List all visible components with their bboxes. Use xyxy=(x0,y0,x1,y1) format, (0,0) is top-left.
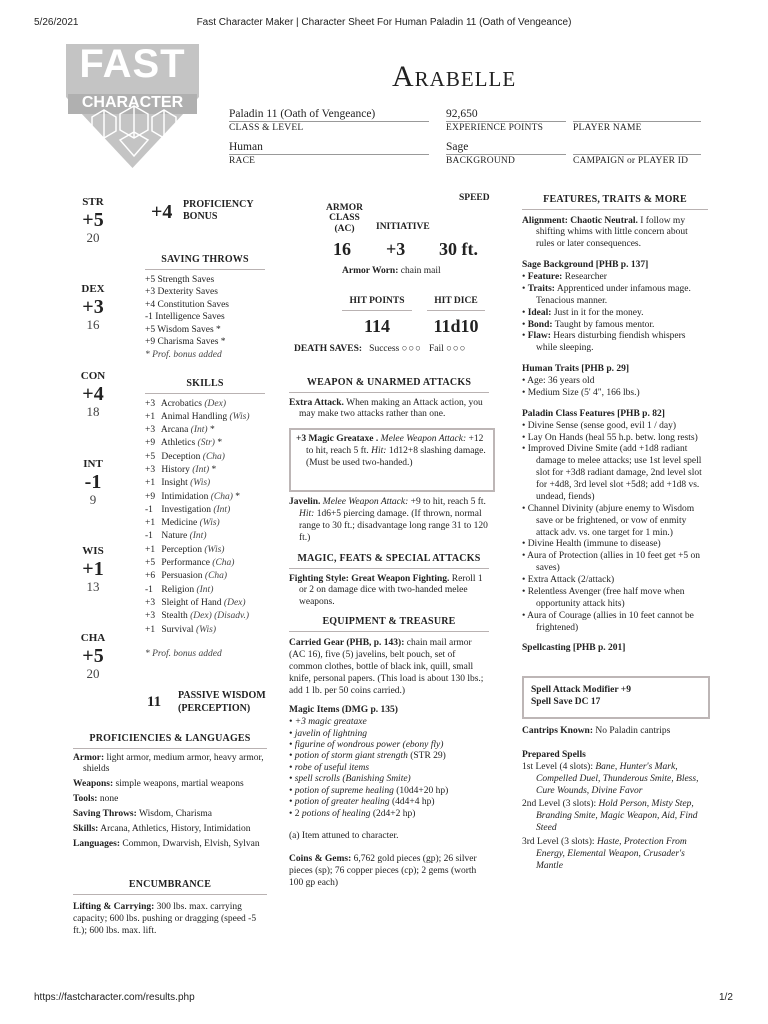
paladin-features-list xyxy=(522,421,708,635)
skill-name: Persuasion xyxy=(161,571,203,582)
skill-name: Stealth xyxy=(161,611,188,622)
passive-label-line2: (PERCEPTION) xyxy=(178,702,251,714)
javelin-to-hit: +9 to hit, reach 5 ft. xyxy=(410,497,486,507)
skill-row xyxy=(145,491,265,504)
ability-modifier: +4 xyxy=(82,382,104,405)
skill-row xyxy=(145,530,265,543)
saving-throws-section xyxy=(145,254,265,361)
alignment-key: Alignment: Chaotic Neutral. xyxy=(522,215,638,226)
sage-background-title: Sage Background [PHB p. 137] xyxy=(522,260,649,271)
logo-text-character: CHARACTER xyxy=(81,94,184,111)
javelin-attack-type: Melee Weapon Attack: xyxy=(322,497,409,507)
skill-ability: (Int) xyxy=(213,504,231,515)
proficiency-value: none xyxy=(99,794,119,805)
skill-ability: (Cha) xyxy=(212,558,235,569)
skill-value: +1 xyxy=(145,518,156,529)
skill-ability: (Int) xyxy=(190,425,208,436)
skill-row xyxy=(145,437,265,450)
skills-list xyxy=(145,398,265,637)
paladin-feature-item: • Improved Divine Smite (add +1d8 radiant damage to melee attacks; use 1st level spell slot for +3d8 radiant damage, 2nd level slot for +4d8, 3rd level slot +5d8; add +1d8 vs. undead, fiends) xyxy=(522,444,702,502)
skill-ability: (Wis) xyxy=(195,624,217,635)
skill-value: +6 xyxy=(145,571,156,582)
skill-ability: (Int) xyxy=(196,584,214,595)
ability-label: INT xyxy=(83,458,103,470)
magic-item-name: • potion of greater healing xyxy=(289,796,390,807)
prepared-spell-list: Bane, Hunter's Mark, Compelled Duel, Thunderous Smite, Bless, Cure Wounds, Divine Favor xyxy=(536,761,699,796)
magic-item-note: (2d4+2 hp) xyxy=(370,809,416,820)
magic-item-name: • spell scrolls (Banishing Smite) xyxy=(289,774,411,785)
armor-worn xyxy=(342,266,441,278)
ability-score: 20 xyxy=(86,229,100,245)
greataxe-to-hit: +12 to hit, reach 5 ft. xyxy=(306,434,484,456)
skill-ability: (Wis) xyxy=(204,544,225,555)
proficiency-label-line1: PROFICIENCY xyxy=(183,199,254,210)
skill-row xyxy=(145,584,265,597)
ac-label-line2: CLASS xyxy=(329,213,360,224)
skill-name: Arcana xyxy=(160,425,189,436)
skill-proficient-mark: * xyxy=(209,464,217,475)
sage-item-value: Just in it for the money. xyxy=(553,307,644,318)
skill-value: +1 xyxy=(145,411,156,422)
skill-ability: (Int) xyxy=(189,531,207,542)
skill-row xyxy=(145,610,265,623)
javelin-text xyxy=(289,497,489,545)
skill-ability: (Cha) xyxy=(210,491,233,502)
magic-item xyxy=(289,729,489,740)
saving-throws-title: SAVING THROWS xyxy=(145,254,265,270)
skills-title: SKILLS xyxy=(145,378,265,394)
magic-item-prefix: • 2 xyxy=(289,809,302,820)
passive-wisdom-value: 11 xyxy=(147,694,162,710)
magic-item xyxy=(289,797,489,808)
skill-value: +3 xyxy=(145,398,156,409)
skill-row xyxy=(145,570,265,583)
skill-ability: (Cha) xyxy=(202,451,225,462)
skill-value: +1 xyxy=(145,478,156,489)
ability-str xyxy=(68,196,118,246)
skill-value: +5 xyxy=(145,451,156,462)
proficiency-row xyxy=(73,753,267,777)
skill-ability: (Wis) xyxy=(199,518,220,529)
print-page-number: 1/2 xyxy=(719,992,733,1003)
greataxe-attack-type: Melee Weapon Attack: xyxy=(380,434,467,444)
skills-note: * Prof. bonus added xyxy=(145,648,222,659)
skill-name: Intimidation xyxy=(161,491,209,502)
armor-worn-key: Armor Worn: xyxy=(342,266,399,276)
cantrips-key: Cantrips Known: xyxy=(522,726,593,736)
sage-item-value: Researcher xyxy=(564,272,607,282)
greataxe-damage: 1d12+8 slashing damage. (Must be used two-handed.) xyxy=(306,445,486,468)
attuned-note: (a) Item attuned to character. xyxy=(289,830,399,841)
skill-row xyxy=(145,624,265,637)
skill-ability: (Str) xyxy=(197,438,215,449)
cantrips-value: No Paladin cantrips xyxy=(595,726,671,736)
skill-ability: (Wis) xyxy=(190,478,211,489)
proficiencies-title: PROFICIENCIES & LANGUAGES xyxy=(73,733,267,749)
magic-items-list xyxy=(289,717,489,808)
skill-name: Medicine xyxy=(161,518,198,529)
ac-value: 16 xyxy=(333,239,351,259)
prepared-spells-list xyxy=(522,762,708,873)
ability-modifier: +5 xyxy=(82,644,104,667)
magic-items-title: Magic Items (DMG p. 135) xyxy=(289,705,398,716)
saving-throw-item: +3 Dexterity Saves xyxy=(145,287,218,298)
hit-points-value: 114 xyxy=(363,316,390,336)
greataxe-text xyxy=(296,434,489,470)
paladin-feature-item: • Divine Sense (sense good, evil 1 / day) xyxy=(522,420,676,431)
skill-ability: (Dex) xyxy=(204,398,227,409)
skill-row xyxy=(145,398,265,411)
proficiency-row xyxy=(73,839,267,851)
sage-item-key: Traits: xyxy=(527,283,555,294)
sage-item: • Bond: Taught by famous mentor. xyxy=(522,319,655,330)
proficiency-row xyxy=(73,794,267,806)
ac-label xyxy=(326,203,363,234)
fast-character-logo[interactable] xyxy=(64,42,201,170)
skill-row xyxy=(145,544,265,557)
race-value: Human xyxy=(229,141,263,153)
sage-item: • Flaw: Hears disturbing fiendish whispers while sleeping. xyxy=(522,331,686,354)
equipment-title: EQUIPMENT & TREASURE xyxy=(289,616,489,632)
skill-ability: (Dex) xyxy=(223,597,246,608)
magic-item-name: • robe of useful items xyxy=(289,762,370,773)
background-value: Sage xyxy=(446,141,469,153)
magic-item-name: • figurine of wondrous power (ebony fly) xyxy=(289,739,444,750)
attacks-section xyxy=(289,377,489,421)
saving-throw-item: +4 Constitution Saves xyxy=(145,299,230,310)
ability-modifier: -1 xyxy=(84,470,102,493)
saving-throw-item: -1 Intelligence Saves xyxy=(145,312,225,323)
spells-section xyxy=(522,726,708,875)
features-title: FEATURES, TRAITS & MORE xyxy=(522,194,708,210)
paladin-feature-item: • Extra Attack (2/attack) xyxy=(522,575,615,585)
ac-label-line3: (AC) xyxy=(334,223,355,234)
paladin-feature-item: • Aura of Protection (allies in 10 feet get +5 on saves) xyxy=(522,551,701,574)
print-date: 5/26/2021 xyxy=(34,17,79,28)
proficiency-value: Wisdom, Charisma xyxy=(139,809,212,819)
skill-row xyxy=(145,504,265,517)
passive-label-line1: PASSIVE WISDOM xyxy=(178,690,266,701)
ability-cha xyxy=(68,632,118,682)
ability-modifier: +1 xyxy=(82,557,104,580)
magic-item xyxy=(289,808,489,821)
skill-value: +1 xyxy=(145,544,156,555)
skill-ability: (Dex) (Disadv.) xyxy=(190,611,250,622)
spell-attack-modifier: Spell Attack Modifier +9 xyxy=(531,685,631,695)
print-url[interactable]: https://fastcharacter.com/results.php xyxy=(34,992,195,1003)
ac-label-line1: ARMOR xyxy=(326,203,363,213)
greataxe-box xyxy=(289,428,495,492)
initiative-label: INITIATIVE xyxy=(376,222,430,232)
magic-item-note: (4d4+4 hp) xyxy=(389,796,435,807)
encumbrance-text xyxy=(73,901,267,938)
alignment-text xyxy=(522,216,708,252)
ability-score: 20 xyxy=(86,665,100,681)
cantrips-text xyxy=(522,726,708,738)
greataxe-key: +3 Magic Greataxe . xyxy=(296,434,379,444)
skill-proficient-mark: * xyxy=(207,425,215,436)
paladin-feature-item: • Lay On Hands (heal 55 h.p. betw. long rests) xyxy=(522,432,698,443)
magic-item xyxy=(289,774,489,785)
magic-item-name: • javelin of lightning xyxy=(289,728,367,739)
proficiency-value: simple weapons, martial weapons xyxy=(115,779,244,790)
proficiency-value: Arcana, Athletics, History, Intimidation xyxy=(100,823,251,834)
sage-item: • Feature: Researcher xyxy=(522,272,607,282)
sage-item-key: Feature: xyxy=(527,272,563,282)
skill-name: Religion xyxy=(161,584,195,595)
proficiency-row xyxy=(73,824,267,836)
proficiency-key: Tools: xyxy=(73,794,98,805)
proficiency-key: Saving Throws: xyxy=(73,809,137,819)
ability-score: 18 xyxy=(86,403,100,419)
ability-con xyxy=(68,370,118,420)
death-saves-label: DEATH SAVES: xyxy=(294,344,363,354)
magic-item xyxy=(289,786,489,797)
player-name-label: PLAYER NAME xyxy=(573,121,701,135)
death-fail-label: Fail xyxy=(428,344,444,354)
skill-row xyxy=(145,557,265,570)
spellcasting-box xyxy=(522,676,710,719)
hit-dice-label: HIT DICE xyxy=(427,296,485,311)
proficiency-key: Languages: xyxy=(73,838,120,849)
hit-points-label: HIT POINTS xyxy=(342,296,412,311)
greataxe-hit-label: Hit: xyxy=(371,445,387,456)
paladin-features-title: Paladin Class Features [PHB p. 82] xyxy=(522,408,665,419)
encumbrance-title: ENCUMBRANCE xyxy=(73,879,267,895)
sage-item-key: Ideal: xyxy=(527,307,552,318)
xp-value: 92,650 xyxy=(446,108,478,120)
skill-row xyxy=(145,451,265,464)
spellcasting-title: Spellcasting [PHB p. 201] xyxy=(522,643,626,654)
carried-gear-text xyxy=(289,637,489,698)
death-fail-circles[interactable]: ○○○ xyxy=(446,344,467,354)
sage-item-value: Hears disturbing fiendish whispers while sleeping. xyxy=(536,331,686,354)
ability-label: CHA xyxy=(80,632,106,644)
skill-name: Perception xyxy=(161,544,203,555)
prepared-spell-row xyxy=(522,799,708,835)
skill-ability: (Wis) xyxy=(229,411,250,422)
paladin-feature-item: • Relentless Avenger (free half move when opportunity attack hits) xyxy=(522,586,685,609)
magic-item xyxy=(289,763,489,774)
magic-item-name: • +3 magic greataxe xyxy=(289,717,367,728)
proficiency-bonus-label xyxy=(183,199,254,223)
skill-name: Performance xyxy=(161,558,210,569)
ability-modifier: +5 xyxy=(82,208,104,231)
skills-section xyxy=(145,378,265,661)
skill-value: +3 xyxy=(145,611,156,622)
xp-label: EXPERIENCE POINTS xyxy=(446,121,566,135)
print-title: Fast Character Maker | Character Sheet For Human Paladin 11 (Oath of Vengeance) xyxy=(196,17,572,28)
death-saves xyxy=(294,344,466,356)
fighting-style-value: Reroll 1 or 2 on damage dice with two-handed melee weapons. xyxy=(299,573,483,608)
skill-row xyxy=(145,424,265,437)
magic-feats-title: MAGIC, FEATS & SPECIAL ATTACKS xyxy=(289,553,489,569)
skill-name: Survival xyxy=(161,624,194,635)
paladin-feature-item: • Channel Divinity (abjure enemy to Wisdom save or be frightened, or vow of enmity attack adv. vs. one target for 1 min.) xyxy=(522,503,695,538)
character-name: Arabelle xyxy=(392,60,517,93)
prepared-spell-row xyxy=(522,762,708,798)
sage-item-key: Flaw: xyxy=(527,331,551,342)
death-success-circles[interactable]: ○○○ xyxy=(401,344,422,354)
skill-value: +1 xyxy=(145,624,156,635)
skill-name: Sleight of Hand xyxy=(161,597,222,608)
skill-proficient-mark: * xyxy=(214,438,223,449)
sage-item: • Traits: Apprenticed under infamous mage. Tenacious manner. xyxy=(522,283,691,306)
ability-label: STR xyxy=(82,196,104,208)
sage-item: • Ideal: Just in it for the money. xyxy=(522,307,644,318)
sage-item-value: Taught by famous mentor. xyxy=(554,319,655,330)
prepared-spell-level: 3rd Level (3 slots): xyxy=(522,837,595,847)
ability-wis xyxy=(68,545,118,595)
magic-item xyxy=(289,751,489,762)
proficiency-value: light armor, medium armor, heavy armor, shields xyxy=(83,752,264,775)
proficiency-bonus-value: +4 xyxy=(151,201,173,223)
carried-gear-value: chain mail armor (AC 16), five (5) javelins, belt pouch, set of common clothes, bottle of black ink, quill, small knife, personal papers. (This load is about 130 lbs.; add 1 lb. per 50 coins carried.) xyxy=(289,637,484,697)
encumbrance-value: 300 lbs. max. carrying capacity; 600 lbs. pushing or dragging (speed -5 ft.); 600 lbs. max. lift. xyxy=(73,901,257,937)
encumbrance-section xyxy=(73,879,267,938)
skill-name: History xyxy=(161,464,190,475)
skill-ability: (Cha) xyxy=(204,571,228,582)
alignment-value: I follow my shifting whims with little concern about rules or later consequences. xyxy=(536,215,688,250)
death-success-label: Success xyxy=(369,344,400,354)
extra-attack-value: When making an Attack action, you may make two attacks rather than one. xyxy=(299,397,483,420)
skill-value: -1 xyxy=(145,504,153,515)
logo-text-fast: FAST xyxy=(79,42,186,86)
ability-modifier: +3 xyxy=(82,295,104,318)
ability-score: 13 xyxy=(86,578,100,594)
carried-gear-key: Carried Gear (PHB, p. 143): xyxy=(289,637,405,648)
hit-dice-value: 11d10 xyxy=(433,316,479,336)
sage-background-list xyxy=(522,272,708,355)
proficiency-label-line2: BONUS xyxy=(183,211,218,222)
coins-text xyxy=(289,853,489,889)
magic-item xyxy=(289,740,489,751)
saving-throws-note: * Prof. bonus added xyxy=(145,349,222,360)
passive-wisdom-label xyxy=(178,690,266,715)
class-level-label: CLASS & LEVEL xyxy=(229,121,429,135)
magic-item-note: (10d4+20 hp) xyxy=(393,785,449,796)
proficiency-key: Skills: xyxy=(73,823,99,834)
skill-value: +3 xyxy=(145,464,156,475)
paladin-feature-item: • Aura of Courage (allies in 10 feet cannot be frightened) xyxy=(522,610,694,633)
skill-name: Athletics xyxy=(160,438,196,449)
coins-key: Coins & Gems: xyxy=(289,853,352,864)
skill-row xyxy=(145,597,265,610)
extra-attack-key: Extra Attack. xyxy=(289,397,344,408)
proficiency-key: Armor: xyxy=(73,752,105,763)
prepared-spell-level: 1st Level (4 slots): xyxy=(522,761,593,772)
javelin-key: Javelin. xyxy=(289,497,321,507)
proficiency-row xyxy=(73,809,267,821)
race-label: RACE xyxy=(229,154,429,168)
paladin-feature-item: • Divine Health (immune to disease) xyxy=(522,539,661,550)
skill-name: Nature xyxy=(161,531,188,542)
equipment-section xyxy=(289,616,489,889)
attacks-title: WEAPON & UNARMED ATTACKS xyxy=(289,377,489,393)
skill-name: Investigation xyxy=(161,504,211,515)
skill-row xyxy=(145,411,265,424)
fighting-style-text xyxy=(289,574,489,610)
features-section xyxy=(522,194,708,655)
human-trait-item: • Age: 36 years old xyxy=(522,376,595,386)
class-level-value: Paladin 11 (Oath of Vengeance) xyxy=(229,108,376,120)
skill-value: +3 xyxy=(145,425,156,436)
ability-label: CON xyxy=(80,370,106,382)
magic-feats-section xyxy=(289,553,489,609)
spell-save-dc: Spell Save DC 17 xyxy=(531,697,601,708)
saving-throw-item: +9 Charisma Saves * xyxy=(145,337,226,348)
skill-name: Acrobatics xyxy=(160,398,203,409)
prepared-spell-list: Haste, Protection From Energy, Elemental Weapon, Crusader's Mantle xyxy=(536,837,687,871)
sage-item-value: Apprenticed under infamous mage. Tenacious manner. xyxy=(536,283,691,306)
human-trait-item: • Medium Size (5' 4", 166 lbs.) xyxy=(522,387,640,398)
fighting-style-key: Fighting Style: Great Weapon Fighting. xyxy=(289,573,450,584)
ability-dex xyxy=(68,283,118,333)
speed-label: SPEED xyxy=(459,193,490,203)
saving-throw-item: +5 Wisdom Saves * xyxy=(145,324,221,335)
skill-row xyxy=(145,477,265,490)
prepared-spell-level: 2nd Level (3 slots): xyxy=(522,799,597,810)
magic-item-name: • potion of supreme healing xyxy=(289,785,394,796)
proficiency-value: Common, Dwarvish, Elvish, Sylvan xyxy=(122,838,260,849)
proficiency-key: Weapons: xyxy=(73,779,114,790)
skill-name: Animal Handling xyxy=(160,411,228,422)
skill-value: +3 xyxy=(145,597,156,608)
prepared-spells-title: Prepared Spells xyxy=(522,749,586,760)
ability-int xyxy=(68,458,118,508)
javelin-damage: 1d6+5 piercing damage. (If thrown, normal range to 30 ft.; disadvantage long range 31 to 120 ft.) xyxy=(299,508,488,543)
magic-item-name: • potion of storm giant strength xyxy=(289,751,408,762)
speed-value: 30 ft. xyxy=(439,239,478,259)
magic-item xyxy=(289,717,489,728)
skill-ability: (Int) xyxy=(192,464,210,475)
proficiency-row xyxy=(73,779,267,791)
human-traits-title: Human Traits [PHB p. 29] xyxy=(522,364,630,375)
background-label: BACKGROUND xyxy=(446,154,566,168)
coins-value: 6,762 gold pieces (gp); 26 silver pieces (sp); 76 copper pieces (cp); 2 gems (worth 100 gp each) xyxy=(289,853,477,888)
encumbrance-key: Lifting & Carrying: xyxy=(73,901,155,912)
magic-item-note: (STR 29) xyxy=(407,751,446,762)
campaign-label: CAMPAIGN or PLAYER ID xyxy=(573,154,701,168)
skill-value: -1 xyxy=(145,531,153,542)
skill-value: +9 xyxy=(145,491,156,502)
ability-score: 16 xyxy=(86,316,100,332)
sage-item-key: Bond: xyxy=(527,319,553,330)
ability-score: 9 xyxy=(89,491,97,507)
proficiencies-section xyxy=(73,733,267,854)
ability-label: DEX xyxy=(81,283,105,295)
skill-value: +5 xyxy=(145,558,156,569)
saving-throw-item: +5 Strength Saves xyxy=(145,274,215,285)
javelin-hit-label: Hit: xyxy=(299,508,315,519)
skill-proficient-mark: * xyxy=(232,491,241,502)
skill-value: -1 xyxy=(145,584,153,595)
ability-label: WIS xyxy=(82,545,104,557)
skill-value: +9 xyxy=(145,438,156,449)
magic-item-name: potions of healing xyxy=(301,809,371,820)
armor-worn-value: chain mail xyxy=(400,266,441,276)
extra-attack-text xyxy=(289,398,489,422)
initiative-value: +3 xyxy=(386,239,406,259)
skill-row xyxy=(145,464,265,477)
prepared-spell-row xyxy=(522,837,708,873)
skill-name: Insight xyxy=(161,478,188,489)
proficiencies-list xyxy=(73,753,267,851)
skill-name: Deception xyxy=(161,451,201,462)
prepared-spell-list: Hold Person, Misty Step, Branding Smite, Magic Weapon, Aid, Find Steed xyxy=(536,799,698,834)
skill-row xyxy=(145,517,265,530)
